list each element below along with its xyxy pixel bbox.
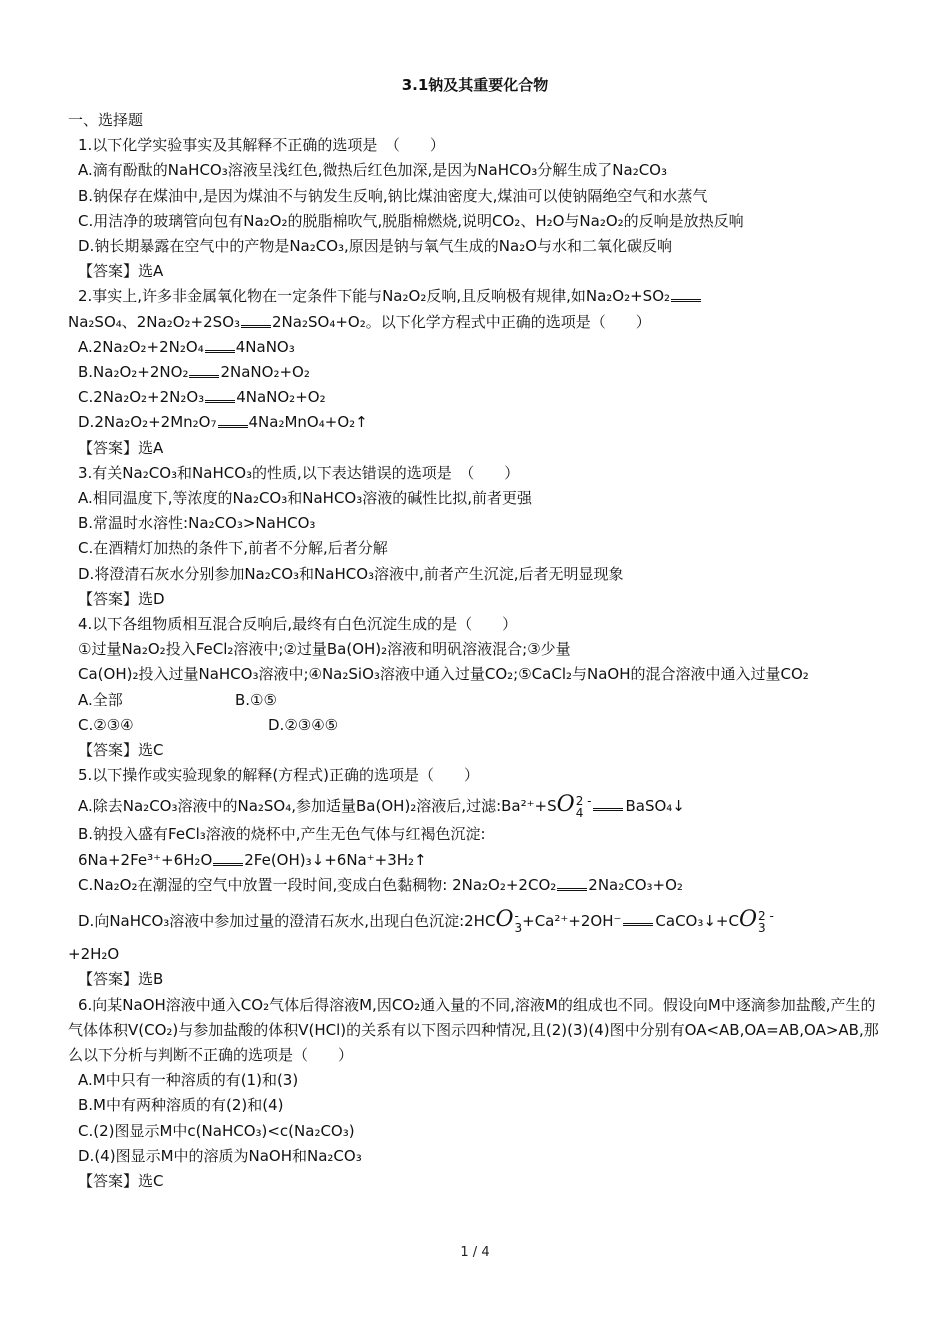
q1-option-d: D.钠长期暴露在空气中的产物是Na₂CO₃,原因是钠与氧气生成的Na₂O与水和二氧化碳反响 bbox=[78, 237, 673, 256]
q5-option-b-line1: B.钠投入盛有FeCl₃溶液的烧杯中,产生无色气体与红褐色沉淀: bbox=[78, 825, 486, 844]
q4-stem: 4.以下各组物质相互混合反响后,最终有白色沉淀生成的是（ ） bbox=[78, 615, 518, 634]
q4-option-b: B.①⑤ bbox=[235, 690, 277, 709]
q6-option-c: C.(2)图显示M中c(NaHCO₃)<c(Na₂CO₃) bbox=[78, 1121, 355, 1140]
q3-option-a: A.相同温度下,等浓度的Na₂CO₃和NaHCO₃溶液的碱性比拟,前者更强 bbox=[78, 489, 533, 508]
q3-option-d: D.将澄清石灰水分别参加Na₂CO₃和NaHCO₃溶液中,前者产生沉淀,后者无明显现象 bbox=[78, 564, 624, 583]
q2-answer: 【答案】选A bbox=[78, 438, 164, 457]
q4-options-row1 bbox=[68, 688, 884, 713]
q4-items-line2: Ca(OH)₂投入过量NaHCO₃溶液中;④Na₂SiO₃溶液中通入过量CO₂;⑤CaCl₂与NaOH的混合溶液中通入过量CO₂ bbox=[78, 665, 809, 684]
q2-stem-line1: 2.事实上,许多非金属氧化物在一定条件下能与Na₂O₂反响,且反响极有规律,如Na₂O₂+SO₂ bbox=[68, 284, 884, 309]
q5-option-d: D.向NaHCO₃溶液中参加过量的澄清石灰水,出现白色沉淀:2HCO - 3 +Ca²⁺+2OH⁻ CaCO₃↓+CO 2 - 3 bbox=[78, 907, 774, 935]
q2-stem-line2: Na₂SO₄、2Na₂O₂+2SO₃ 2Na₂SO₄+O₂。以下化学方程式中正确的选项是（ ） bbox=[68, 312, 651, 331]
q1-option-c: C.用洁净的玻璃管向包有Na₂O₂的脱脂棉吹气,脱脂棉燃烧,说明CO₂、H₂O与Na₂O₂的反响是放热反响 bbox=[78, 211, 744, 230]
page-number: 1 / 4 bbox=[460, 1245, 490, 1260]
q4-answer: 【答案】选C bbox=[78, 741, 164, 760]
q4-option-a: A.全部 bbox=[78, 690, 123, 709]
q5-answer: 【答案】选B bbox=[78, 970, 164, 989]
q1-option-a: A.滴有酚酞的NaHCO₃溶液呈浅红色,微热后红色加深,是因为NaHCO₃分解生成了Na₂CO₃ bbox=[78, 161, 667, 180]
q2-option-a: A.2Na₂O₂+2N₂O₄ 4NaNO₃ bbox=[78, 337, 295, 356]
section-heading: 一、选择题 bbox=[68, 111, 144, 129]
q6-option-d: D.(4)图显示M中的溶质为NaOH和Na₂CO₃ bbox=[78, 1146, 362, 1165]
q5-option-c: C.Na₂O₂在潮湿的空气中放置一段时间,变成白色黏稠物: 2Na₂O₂+2CO₂ 2Na₂CO₃+O₂ bbox=[78, 875, 683, 894]
q5-option-d-end: +2H₂O bbox=[68, 945, 120, 964]
q1-answer: 【答案】选A bbox=[78, 262, 164, 281]
q2-option-c: C.2Na₂O₂+2N₂O₃ 4NaNO₂+O₂ bbox=[78, 388, 326, 407]
q6-option-a: A.M中只有一种溶质的有(1)和(3) bbox=[78, 1071, 299, 1090]
q1-stem: 1.以下化学实验事实及其解释不正确的选项是 （ ） bbox=[78, 136, 445, 155]
q6-stem: 6.向某NaOH溶液中通入CO₂气体后得溶液M,因CO₂通入量的不同,溶液M的组成也不同。假设向M中逐滴参加盐酸,产生的气体体积V(CO₂)与参加盐酸的体积V(HCl)的关系有以下图示四种情况,且(2)(3)(4)图中分别有OA<AB,OA=AB,OA>AB,那么以下分析与判断不正确的选项是（ ） bbox=[68, 995, 879, 1064]
q2-option-b: B.Na₂O₂+2NO₂ 2NaNO₂+O₂ bbox=[78, 363, 310, 382]
q3-option-c: C.在酒精灯加热的条件下,前者不分解,后者分解 bbox=[78, 539, 388, 558]
q5-option-b-line2: 6Na+2Fe³⁺+6H₂O 2Fe(OH)₃↓+6Na⁺+3H₂↑ bbox=[78, 850, 427, 869]
q6-option-b: B.M中有两种溶质的有(2)和(4) bbox=[78, 1096, 284, 1115]
q3-stem: 3.有关Na₂CO₃和NaHCO₃的性质,以下表达错误的选项是 （ ） bbox=[78, 463, 520, 482]
q3-answer: 【答案】选D bbox=[78, 589, 165, 608]
q4-options-row2 bbox=[68, 713, 884, 738]
q5-option-a: A.除去Na₂CO₃溶液中的Na₂SO₄,参加适量Ba(OH)₂溶液后,过滤:Ba²⁺+SO 2 - 4 BaSO₄↓ bbox=[78, 792, 685, 820]
page-title: 3.1钠及其重要化合物 bbox=[401, 76, 549, 94]
q4-option-c: C.②③④ bbox=[78, 715, 134, 734]
q4-option-d: D.②③④⑤ bbox=[268, 715, 339, 734]
q1-option-b: B.钠保存在煤油中,是因为煤油不与钠发生反响,钠比煤油密度大,煤油可以使钠隔绝空气和水蒸气 bbox=[78, 186, 708, 205]
q2-option-d: D.2Na₂O₂+2Mn₂O₇ 4Na₂MnO₄+O₂↑ bbox=[78, 413, 368, 432]
q3-option-b: B.常温时水溶性:Na₂CO₃>NaHCO₃ bbox=[78, 514, 316, 533]
document-body bbox=[68, 108, 884, 1194]
q6-answer: 【答案】选C bbox=[78, 1171, 164, 1190]
q5-stem: 5.以下操作或实验现象的解释(方程式)正确的选项是（ ） bbox=[78, 766, 480, 785]
q4-items-line1: ①过量Na₂O₂投入FeCl₂溶液中;②过量Ba(OH)₂溶液和明矾溶液混合;③少量 bbox=[78, 640, 571, 659]
